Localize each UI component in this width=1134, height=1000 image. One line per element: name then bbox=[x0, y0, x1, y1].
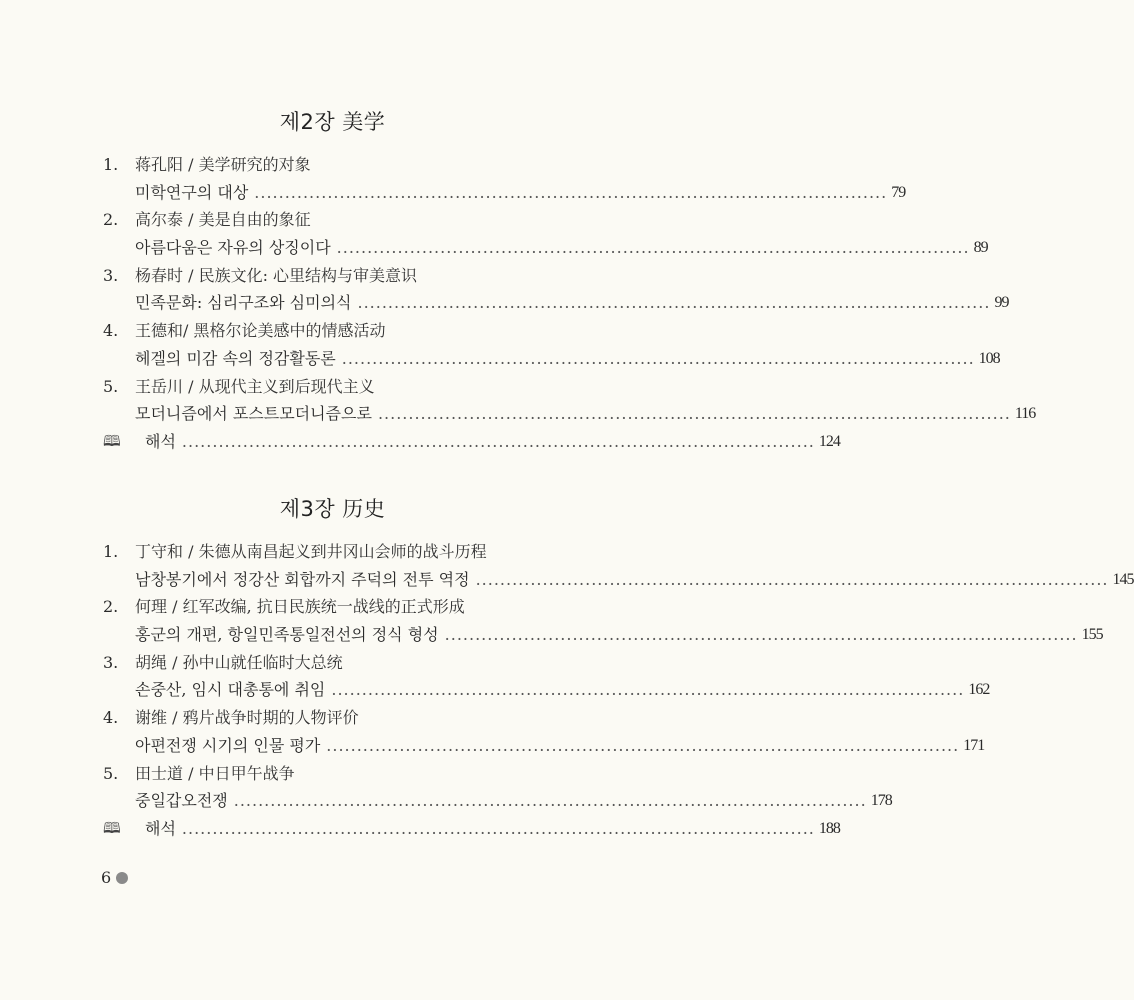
entry-page: 99 bbox=[994, 294, 1009, 312]
entry-korean-title: 중일갑오전쟁 bbox=[135, 791, 228, 811]
leader-dots: ........................................................................................................ bbox=[233, 791, 867, 811]
entry-original-title: 丁守和 / 朱德从南昌起义到井冈山会师的战斗历程 bbox=[135, 542, 487, 561]
toc-entry-original bbox=[103, 593, 603, 621]
notes-label: 해석 bbox=[145, 431, 176, 451]
toc-entry-link[interactable] bbox=[103, 566, 1134, 594]
entry-original-title: 谢维 / 鸦片战争时期的人物评价 bbox=[135, 708, 359, 728]
book-icon: 🕮 bbox=[103, 431, 121, 450]
toc-entry-link[interactable] bbox=[103, 621, 1103, 649]
entry-page: 145 bbox=[1112, 570, 1134, 588]
entry-number: 2. bbox=[103, 597, 119, 617]
toc-entry-link[interactable] bbox=[103, 179, 906, 207]
toc-entry-original bbox=[103, 373, 603, 401]
entry-original-title: 王德和/ 黑格尔论美感中的情感活动 bbox=[135, 321, 386, 341]
notes-page: 188 bbox=[818, 819, 840, 837]
entry-number: 3. bbox=[103, 265, 119, 285]
entry-korean-title: 민족문화: 심리구조와 심미의식 bbox=[135, 293, 352, 313]
leader-dots: ........................................................................................................ bbox=[254, 182, 888, 202]
entry-page: 79 bbox=[891, 183, 906, 201]
toc-entry-original bbox=[103, 151, 603, 179]
entry-original-title: 王岳川 / 从现代主义到后现代主义 bbox=[135, 376, 375, 396]
entry-page: 108 bbox=[978, 349, 1000, 367]
toc-notes-link[interactable] bbox=[103, 815, 840, 843]
toc-notes-link[interactable] bbox=[103, 428, 840, 456]
entry-number: 4. bbox=[103, 708, 119, 728]
entry-korean-title: 헤겔의 미감 속의 정감활동론 bbox=[135, 348, 336, 368]
entry-number: 3. bbox=[103, 652, 119, 672]
entry-page: 171 bbox=[963, 736, 985, 754]
entry-number: 4. bbox=[103, 321, 119, 341]
entry-korean-title: 홍군의 개편, 항일민족통일전선의 정식 형성 bbox=[135, 625, 439, 645]
entry-page: 89 bbox=[973, 239, 988, 257]
toc-section bbox=[103, 151, 1036, 456]
toc-entry-original bbox=[103, 538, 603, 566]
toc-entry-original bbox=[103, 704, 603, 732]
entry-original-title: 高尔泰 / 美是自由的象征 bbox=[135, 210, 311, 230]
toc-entry-link[interactable] bbox=[103, 345, 1000, 373]
toc-section bbox=[103, 538, 1134, 843]
notes-label: 해석 bbox=[145, 818, 176, 838]
leader-dots: ........................................................................................................ bbox=[326, 735, 960, 755]
toc-entry-original bbox=[103, 262, 603, 290]
entry-korean-title: 남창봉기에서 정강산 회합까지 주덕의 전투 역정 bbox=[135, 569, 470, 589]
leader-dots: ........................................................................................................ bbox=[341, 348, 975, 368]
leader-dots: ........................................................................................................ bbox=[336, 238, 970, 258]
entry-original-title: 蒋孔阳 / 美学研究的对象 bbox=[135, 155, 311, 174]
chapter-title: 제2장 美学 bbox=[279, 110, 386, 134]
toc-entry-original bbox=[103, 760, 603, 788]
entry-number: 1. bbox=[103, 542, 119, 561]
leader-dots: ........................................................................................................ bbox=[377, 404, 1011, 424]
toc-entry-link[interactable] bbox=[103, 234, 988, 262]
page-number-text: 6 bbox=[101, 868, 112, 887]
toc-entry-link[interactable] bbox=[103, 732, 985, 760]
entry-original-title: 胡绳 / 孙中山就任临时大总统 bbox=[135, 652, 343, 672]
leader-dots: ........................................................................................................ bbox=[357, 293, 991, 313]
entry-korean-title: 모더니즘에서 포스트모더니즘으로 bbox=[135, 404, 372, 424]
entry-original-title: 杨春时 / 民族文化: 心里结构与审美意识 bbox=[135, 265, 418, 285]
entry-original-title: 田士道 / 中日甲午战争 bbox=[135, 763, 295, 783]
book-icon: 🕮 bbox=[103, 818, 121, 837]
toc-entry-link[interactable] bbox=[103, 289, 1009, 317]
entry-page: 178 bbox=[870, 792, 892, 810]
page-number bbox=[101, 868, 128, 887]
leader-dots: ........................................................................................................ bbox=[331, 680, 965, 700]
leader-dots: ........................................................................................................ bbox=[181, 818, 815, 838]
entry-korean-title: 아편전쟁 시기의 인물 평가 bbox=[135, 735, 321, 755]
leader-dots: ........................................................................................................ bbox=[475, 569, 1109, 589]
entry-page: 162 bbox=[968, 681, 990, 699]
toc-entry-original bbox=[103, 317, 603, 345]
toc-entry-link[interactable] bbox=[103, 787, 892, 815]
entry-korean-title: 손중산, 임시 대총통에 취임 bbox=[135, 680, 326, 700]
toc-entry-original bbox=[103, 206, 603, 234]
notes-page: 124 bbox=[818, 432, 840, 450]
entry-number: 1. bbox=[103, 155, 119, 174]
entry-number: 2. bbox=[103, 210, 119, 230]
toc-entry-link[interactable] bbox=[103, 400, 1036, 428]
leader-dots: ........................................................................................................ bbox=[444, 625, 1078, 645]
entry-number: 5. bbox=[103, 763, 119, 783]
bullet-dot-icon bbox=[116, 872, 128, 884]
toc-entry-link[interactable] bbox=[103, 676, 990, 704]
entry-page: 155 bbox=[1081, 626, 1103, 644]
entry-original-title: 何理 / 红军改编, 抗日民族统一战线的正式形成 bbox=[135, 597, 465, 617]
toc-entry-original bbox=[103, 649, 603, 677]
entry-page: 116 bbox=[1014, 405, 1036, 423]
entry-korean-title: 아름다움은 자유의 상징이다 bbox=[135, 238, 331, 258]
chapter-title: 제3장 历史 bbox=[279, 497, 386, 521]
entry-number: 5. bbox=[103, 376, 119, 396]
entry-korean-title: 미학연구의 대상 bbox=[135, 182, 249, 202]
leader-dots: ........................................................................................................ bbox=[181, 431, 815, 451]
